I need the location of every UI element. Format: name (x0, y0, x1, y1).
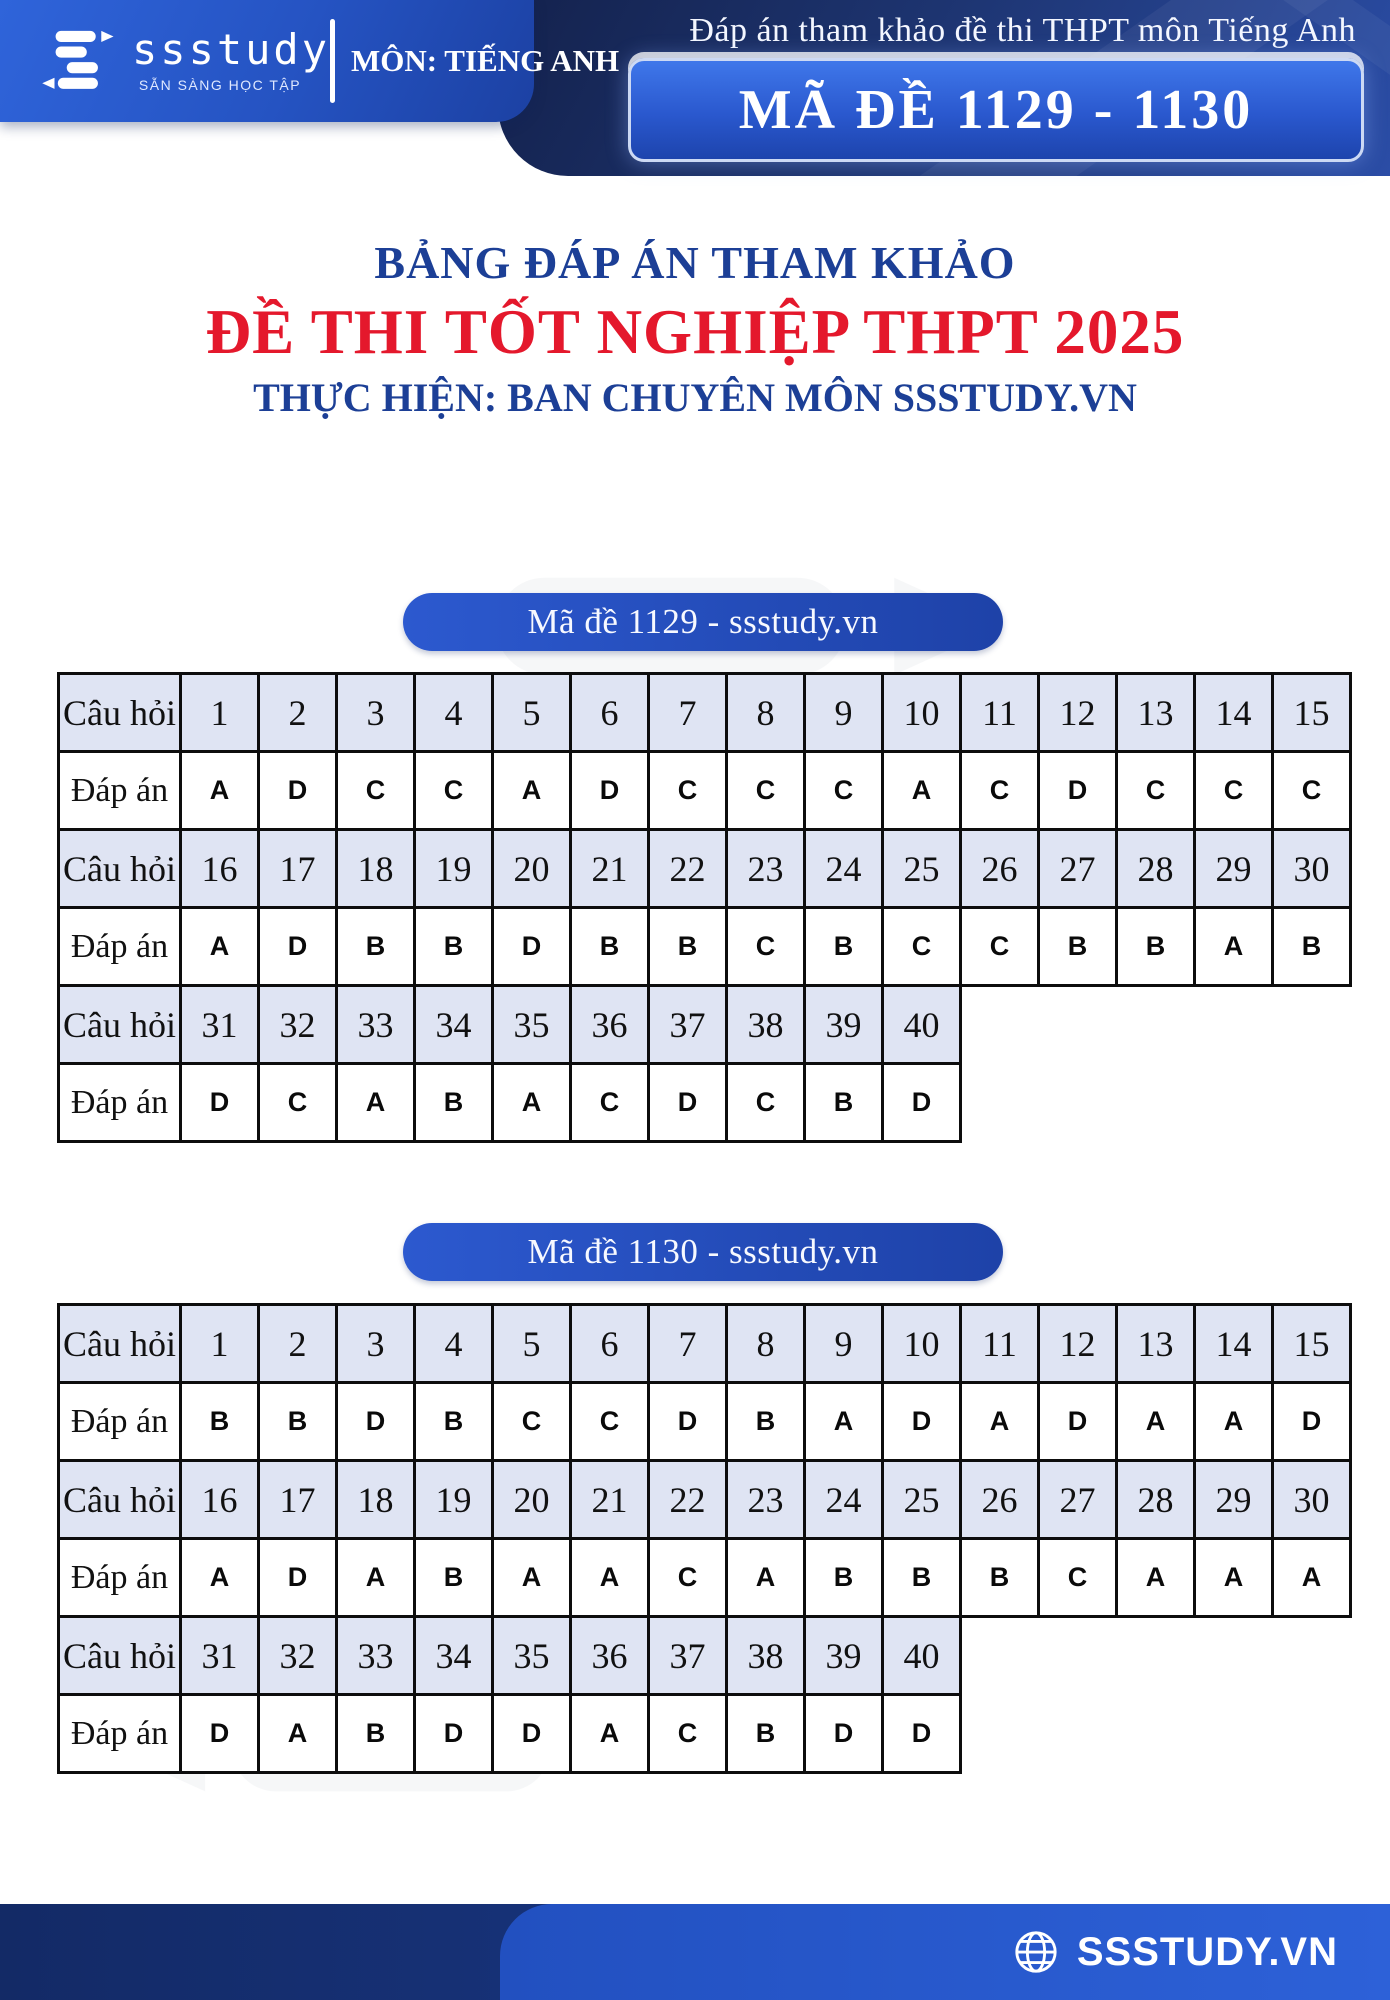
question-number-cell: 4 (415, 674, 493, 752)
exam-code-1130-header (403, 1223, 1003, 1281)
question-number-cell: 20 (493, 1461, 571, 1539)
answer-cell: D (1039, 752, 1117, 830)
question-number-cell: 2 (259, 674, 337, 752)
question-number-cell: 30 (1273, 1461, 1351, 1539)
question-number-cell: 33 (337, 986, 415, 1064)
answer-cell: C (493, 1383, 571, 1461)
question-number-cell: 6 (571, 674, 649, 752)
answer-cell: C (1273, 752, 1351, 830)
answer-cell: A (1195, 1539, 1273, 1617)
answer-cell: B (727, 1383, 805, 1461)
question-number-cell: 20 (493, 830, 571, 908)
question-number-cell: 38 (727, 1617, 805, 1695)
answer-cell: C (883, 908, 961, 986)
question-number-cell: 10 (883, 674, 961, 752)
footer-brand-band (500, 1904, 1390, 2000)
question-row-label: Câu hỏi (59, 830, 181, 908)
exam-code-badge-label: MÃ ĐỀ 1129 - 1130 (738, 79, 1254, 141)
question-number-cell: 29 (1195, 1461, 1273, 1539)
question-number-cell: 23 (727, 1461, 805, 1539)
answer-row-label: Đáp án (59, 1539, 181, 1617)
answer-cell: D (493, 1695, 571, 1773)
answer-cell: A (181, 1539, 259, 1617)
answer-cell: D (883, 1383, 961, 1461)
question-number-cell: 18 (337, 1461, 415, 1539)
question-number-cell: 35 (493, 1617, 571, 1695)
footer-bar (0, 1904, 1390, 2000)
answer-cell: C (571, 1064, 649, 1142)
question-row-label: Câu hỏi (59, 1461, 181, 1539)
answer-cell: D (337, 1383, 415, 1461)
question-number-cell: 39 (805, 986, 883, 1064)
answer-cell: B (259, 1383, 337, 1461)
question-number-cell: 1 (181, 1305, 259, 1383)
answer-cell: A (337, 1539, 415, 1617)
answer-cell: D (883, 1064, 961, 1142)
answer-cell: C (649, 752, 727, 830)
brand-name: ssstudy (132, 25, 331, 74)
question-number-cell: 19 (415, 830, 493, 908)
answer-cell: C (1117, 752, 1195, 830)
question-number-cell: 33 (337, 1617, 415, 1695)
question-number-cell: 13 (1117, 674, 1195, 752)
question-number-cell: 3 (337, 674, 415, 752)
question-number-cell: 25 (883, 830, 961, 908)
page-title-line2: ĐỀ THI TỐT NGHIỆP THPT 2025 (205, 297, 1185, 367)
answer-cell: B (649, 908, 727, 986)
question-number-cell: 40 (883, 986, 961, 1064)
question-number-cell: 4 (415, 1305, 493, 1383)
answer-cell: C (727, 1064, 805, 1142)
question-number-cell: 28 (1117, 830, 1195, 908)
answer-cell: D (1039, 1383, 1117, 1461)
question-number-cell: 31 (181, 1617, 259, 1695)
question-number-cell: 19 (415, 1461, 493, 1539)
answer-cell: A (883, 752, 961, 830)
answer-row-label: Đáp án (59, 1695, 181, 1773)
question-number-cell: 7 (649, 674, 727, 752)
answer-cell: B (415, 1539, 493, 1617)
exam-code-1129-header-label: Mã đề 1129 - ssstudy.vn (527, 602, 879, 641)
answer-cell: A (493, 752, 571, 830)
answer-row-label: Đáp án (59, 1064, 181, 1142)
brand-slogan: SẴN SÀNG HỌC TẬP (138, 77, 302, 93)
question-number-cell: 5 (493, 674, 571, 752)
question-number-cell: 27 (1039, 1461, 1117, 1539)
question-number-cell: 30 (1273, 830, 1351, 908)
answer-cell: B (415, 908, 493, 986)
answer-cell: A (493, 1539, 571, 1617)
question-number-cell: 32 (259, 986, 337, 1064)
question-number-cell: 22 (649, 1461, 727, 1539)
answer-cell: A (805, 1383, 883, 1461)
footer-site-label: SSSTUDY.VN (1076, 1929, 1338, 1974)
answer-cell: B (1039, 908, 1117, 986)
question-number-cell: 27 (1039, 830, 1117, 908)
question-number-cell: 39 (805, 1617, 883, 1695)
question-number-cell: 34 (415, 1617, 493, 1695)
answer-cell: B (727, 1695, 805, 1773)
question-number-cell: 31 (181, 986, 259, 1064)
answer-cell: A (961, 1383, 1039, 1461)
answer-cell: B (1273, 908, 1351, 986)
question-number-cell: 11 (961, 1305, 1039, 1383)
question-number-cell: 9 (805, 1305, 883, 1383)
question-number-cell: 18 (337, 830, 415, 908)
answer-cell: D (1273, 1383, 1351, 1461)
question-number-cell: 36 (571, 986, 649, 1064)
answer-cell: A (1117, 1383, 1195, 1461)
answer-cell: A (181, 908, 259, 986)
question-number-cell: 6 (571, 1305, 649, 1383)
answer-cell: D (259, 1539, 337, 1617)
question-number-cell: 32 (259, 1617, 337, 1695)
question-number-cell: 38 (727, 986, 805, 1064)
answer-cell: D (805, 1695, 883, 1773)
answer-cell: A (259, 1695, 337, 1773)
answer-cell: B (415, 1383, 493, 1461)
page-title-line3: THỰC HIỆN: BAN CHUYÊN MÔN SSSTUDY.VN (253, 375, 1137, 420)
question-number-cell: 24 (805, 1461, 883, 1539)
question-number-cell: 21 (571, 830, 649, 908)
header-banner (498, 0, 1390, 176)
answer-cell: C (961, 908, 1039, 986)
page-title-line1: BẢNG ĐÁP ÁN THAM KHẢO (374, 237, 1016, 288)
question-number-cell: 13 (1117, 1305, 1195, 1383)
answer-cell: A (727, 1539, 805, 1617)
answer-table (57, 1303, 1352, 1774)
question-number-cell: 22 (649, 830, 727, 908)
answer-cell: B (961, 1539, 1039, 1617)
question-number-cell: 28 (1117, 1461, 1195, 1539)
answer-cell: D (259, 908, 337, 986)
exam-code-1129-header (403, 593, 1003, 651)
answer-cell: C (571, 1383, 649, 1461)
answer-cell: C (727, 752, 805, 830)
question-number-cell: 15 (1273, 1305, 1351, 1383)
question-number-cell: 23 (727, 830, 805, 908)
question-number-cell: 5 (493, 1305, 571, 1383)
answer-cell: C (1039, 1539, 1117, 1617)
answer-cell: C (1195, 752, 1273, 830)
answer-cell: A (1117, 1539, 1195, 1617)
ssstudy-logo-icon (40, 22, 118, 100)
answer-cell: C (415, 752, 493, 830)
question-row-label: Câu hỏi (59, 986, 181, 1064)
answer-cell: B (571, 908, 649, 986)
globe-icon (1013, 1929, 1059, 1975)
answer-cell: C (649, 1695, 727, 1773)
answer-cell: B (805, 908, 883, 986)
answer-cell: A (1195, 1383, 1273, 1461)
answer-cell: B (805, 1064, 883, 1142)
answer-cell: A (571, 1695, 649, 1773)
question-row-label: Câu hỏi (59, 1617, 181, 1695)
question-number-cell: 26 (961, 830, 1039, 908)
answer-cell: B (805, 1539, 883, 1617)
answer-cell: C (649, 1539, 727, 1617)
answer-table-1130 (57, 1303, 1352, 1774)
question-number-cell: 26 (961, 1461, 1039, 1539)
answer-cell: D (571, 752, 649, 830)
question-number-cell: 8 (727, 674, 805, 752)
answer-cell: D (649, 1383, 727, 1461)
answer-cell: B (1117, 908, 1195, 986)
answer-cell: A (337, 1064, 415, 1142)
question-number-cell: 14 (1195, 1305, 1273, 1383)
answer-cell: C (961, 752, 1039, 830)
exam-code-badge (628, 58, 1364, 162)
answer-cell: B (337, 908, 415, 986)
question-number-cell: 7 (649, 1305, 727, 1383)
question-row-label: Câu hỏi (59, 674, 181, 752)
answer-cell: C (805, 752, 883, 830)
brand-header (0, 0, 620, 122)
answer-cell: A (493, 1064, 571, 1142)
question-number-cell: 40 (883, 1617, 961, 1695)
answer-cell: D (649, 1064, 727, 1142)
answer-row-label: Đáp án (59, 1383, 181, 1461)
answer-cell: A (1195, 908, 1273, 986)
question-number-cell: 24 (805, 830, 883, 908)
brand-wordmark (132, 25, 331, 93)
answer-row-label: Đáp án (59, 908, 181, 986)
question-number-cell: 37 (649, 1617, 727, 1695)
answer-cell: C (727, 908, 805, 986)
question-number-cell: 9 (805, 674, 883, 752)
answer-cell: A (181, 752, 259, 830)
question-number-cell: 15 (1273, 674, 1351, 752)
question-number-cell: 8 (727, 1305, 805, 1383)
question-number-cell: 3 (337, 1305, 415, 1383)
question-number-cell: 37 (649, 986, 727, 1064)
question-number-cell: 36 (571, 1617, 649, 1695)
question-number-cell: 16 (181, 830, 259, 908)
answer-cell: D (493, 908, 571, 986)
answer-row-label: Đáp án (59, 752, 181, 830)
question-number-cell: 12 (1039, 1305, 1117, 1383)
header-tagline: Đáp án tham khảo đề thi THPT môn Tiếng Anh (689, 12, 1356, 49)
question-number-cell: 14 (1195, 674, 1273, 752)
answer-cell: D (181, 1064, 259, 1142)
answer-table-1129 (57, 672, 1352, 1143)
subject-label: MÔN: TIẾNG ANH (351, 43, 620, 78)
question-number-cell: 34 (415, 986, 493, 1064)
answer-cell: C (259, 1064, 337, 1142)
answer-cell: D (259, 752, 337, 830)
answer-cell: D (181, 1695, 259, 1773)
question-number-cell: 12 (1039, 674, 1117, 752)
question-number-cell: 17 (259, 830, 337, 908)
answer-cell: A (1273, 1539, 1351, 1617)
question-number-cell: 16 (181, 1461, 259, 1539)
exam-code-1130-header-label: Mã đề 1130 - ssstudy.vn (527, 1232, 879, 1271)
answer-cell: B (337, 1695, 415, 1773)
question-number-cell: 35 (493, 986, 571, 1064)
answer-cell: B (883, 1539, 961, 1617)
question-row-label: Câu hỏi (59, 1305, 181, 1383)
question-number-cell: 2 (259, 1305, 337, 1383)
question-number-cell: 10 (883, 1305, 961, 1383)
answer-cell: B (181, 1383, 259, 1461)
answer-table (57, 672, 1352, 1143)
question-number-cell: 11 (961, 674, 1039, 752)
answer-cell: B (415, 1064, 493, 1142)
question-number-cell: 29 (1195, 830, 1273, 908)
answer-cell: C (337, 752, 415, 830)
header-divider (330, 19, 335, 103)
question-number-cell: 1 (181, 674, 259, 752)
answer-cell: A (571, 1539, 649, 1617)
answer-cell: D (883, 1695, 961, 1773)
question-number-cell: 21 (571, 1461, 649, 1539)
answer-cell: D (415, 1695, 493, 1773)
question-number-cell: 25 (883, 1461, 961, 1539)
question-number-cell: 17 (259, 1461, 337, 1539)
